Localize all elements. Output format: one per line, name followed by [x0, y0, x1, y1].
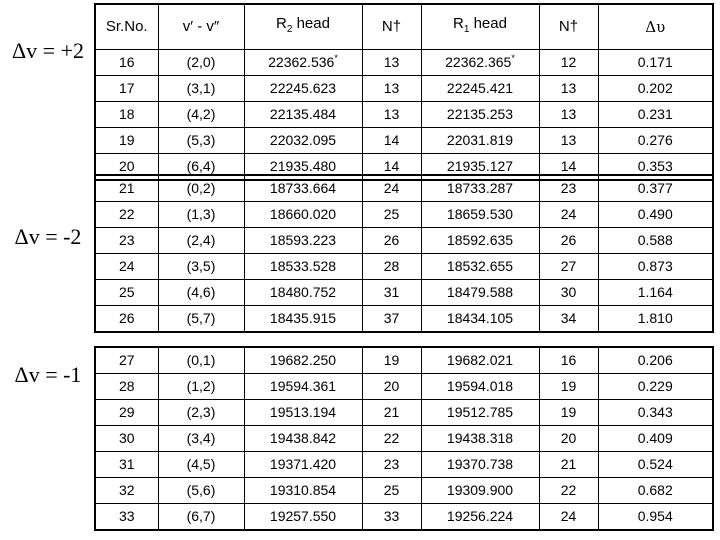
- cell-sr-no: 31: [95, 452, 158, 478]
- cell-r1-head: 18659.530: [421, 202, 539, 228]
- cell-delta-nu: 1.164: [598, 280, 713, 306]
- header-n-r1: N†: [539, 4, 598, 50]
- cell-n-r2: 20: [362, 374, 421, 400]
- cell-sr-no: 22: [95, 202, 158, 228]
- table-row: [95, 175, 713, 202]
- group-label-delta-v-minus-1: Δv = -1: [14, 362, 82, 387]
- cell-delta-nu: 0.490: [598, 202, 713, 228]
- table-row: [95, 50, 713, 76]
- cell-r2-head: 19310.854: [244, 478, 362, 504]
- table-row: [95, 102, 713, 128]
- cell-delta-nu: 0.353: [598, 154, 713, 181]
- table-row: [95, 254, 713, 280]
- cell-n-r1: 13: [539, 102, 598, 128]
- cell-v-transition: (3,4): [158, 426, 244, 452]
- cell-n-r2: 13: [362, 50, 421, 76]
- cell-v-transition: (5,3): [158, 128, 244, 154]
- cell-n-r2: 13: [362, 76, 421, 102]
- cell-n-r1: 14: [539, 154, 598, 181]
- cell-n-r2: 14: [362, 154, 421, 181]
- cell-n-r2: 23: [362, 452, 421, 478]
- cell-n-r2: 33: [362, 504, 421, 531]
- cell-n-r2: 22: [362, 426, 421, 452]
- cell-n-r1: 12: [539, 50, 598, 76]
- table-row: [95, 228, 713, 254]
- cell-r2-head: 22362.536*: [244, 50, 362, 76]
- cell-r1-head: 22135.253: [421, 102, 539, 128]
- table-row: [95, 128, 713, 154]
- cell-v-transition: (1,3): [158, 202, 244, 228]
- cell-v-transition: (4,6): [158, 280, 244, 306]
- table-row: [95, 202, 713, 228]
- cell-n-r1: 13: [539, 76, 598, 102]
- cell-n-r2: 37: [362, 306, 421, 333]
- cell-n-r2: 26: [362, 228, 421, 254]
- cell-n-r2: 13: [362, 102, 421, 128]
- header-sr-no: Sr.No.: [95, 4, 158, 50]
- group-label-delta-v-minus-2: Δv = -2: [14, 224, 82, 249]
- cell-r1-head: 19594.018: [421, 374, 539, 400]
- table-group-minus-1: [94, 346, 714, 531]
- cell-r1-head: 19370.738: [421, 452, 539, 478]
- cell-r2-head: 18435.915: [244, 306, 362, 333]
- table-row: [95, 76, 713, 102]
- cell-r1-head: 18592.635: [421, 228, 539, 254]
- table-group-minus-2: [94, 174, 714, 333]
- cell-r2-head: 18593.223: [244, 228, 362, 254]
- cell-sr-no: 16: [95, 50, 158, 76]
- cell-delta-nu: 0.682: [598, 478, 713, 504]
- cell-r2-head: 19682.250: [244, 347, 362, 374]
- cell-sr-no: 30: [95, 426, 158, 452]
- cell-sr-no: 27: [95, 347, 158, 374]
- cell-r2-head: 19594.361: [244, 374, 362, 400]
- header-v-transition: v′ - v″: [158, 4, 244, 50]
- cell-n-r1: 27: [539, 254, 598, 280]
- cell-v-transition: (6,4): [158, 154, 244, 181]
- header-row: [95, 4, 713, 50]
- cell-delta-nu: 0.276: [598, 128, 713, 154]
- cell-delta-nu: 0.202: [598, 76, 713, 102]
- cell-v-transition: (5,6): [158, 478, 244, 504]
- cell-r1-head: 19682.021: [421, 347, 539, 374]
- cell-r1-head: 22245.421: [421, 76, 539, 102]
- cell-r2-head: 22032.095: [244, 128, 362, 154]
- cell-v-transition: (3,1): [158, 76, 244, 102]
- table-row: [95, 504, 713, 531]
- cell-n-r1: 22: [539, 478, 598, 504]
- cell-n-r1: 24: [539, 504, 598, 531]
- cell-v-transition: (2,3): [158, 400, 244, 426]
- cell-n-r2: 19: [362, 347, 421, 374]
- cell-v-transition: (0,1): [158, 347, 244, 374]
- cell-n-r1: 26: [539, 228, 598, 254]
- cell-r2-head: 19513.194: [244, 400, 362, 426]
- table-row: [95, 347, 713, 374]
- cell-sr-no: 18: [95, 102, 158, 128]
- cell-r1-head: 19438.318: [421, 426, 539, 452]
- cell-sr-no: 19: [95, 128, 158, 154]
- table-group-plus-2: [94, 3, 714, 181]
- cell-r2-head: 18733.664: [244, 175, 362, 202]
- cell-r1-head: 22362.365*: [421, 50, 539, 76]
- cell-v-transition: (6,7): [158, 504, 244, 531]
- cell-n-r1: 19: [539, 374, 598, 400]
- cell-r1-head: 19512.785: [421, 400, 539, 426]
- cell-r1-head: 19256.224: [421, 504, 539, 531]
- cell-delta-nu: 0.377: [598, 175, 713, 202]
- cell-v-transition: (2,0): [158, 50, 244, 76]
- cell-r2-head: 18533.528: [244, 254, 362, 280]
- table-row: [95, 452, 713, 478]
- cell-sr-no: 21: [95, 175, 158, 202]
- header-r2-head: $R_2$ head: [244, 4, 362, 50]
- cell-r1-head: 22031.819: [421, 128, 539, 154]
- cell-r2-head: 21935.480: [244, 154, 362, 181]
- table-row: [95, 400, 713, 426]
- cell-n-r1: 24: [539, 202, 598, 228]
- cell-delta-nu: 0.409: [598, 426, 713, 452]
- cell-v-transition: (3,5): [158, 254, 244, 280]
- cell-r1-head: 21935.127: [421, 154, 539, 181]
- cell-v-transition: (2,4): [158, 228, 244, 254]
- cell-sr-no: 29: [95, 400, 158, 426]
- cell-n-r2: 25: [362, 478, 421, 504]
- cell-v-transition: (0,2): [158, 175, 244, 202]
- cell-delta-nu: 0.524: [598, 452, 713, 478]
- cell-r1-head: 18532.655: [421, 254, 539, 280]
- cell-v-transition: (1,2): [158, 374, 244, 400]
- cell-delta-nu: 0.873: [598, 254, 713, 280]
- table-row: [95, 478, 713, 504]
- cell-delta-nu: 0.171: [598, 50, 713, 76]
- footnote-marker: *: [511, 53, 515, 63]
- header-n-r2: N†: [362, 4, 421, 50]
- cell-n-r2: 25: [362, 202, 421, 228]
- cell-n-r1: 16: [539, 347, 598, 374]
- cell-v-transition: (4,2): [158, 102, 244, 128]
- footnote-marker: *: [334, 53, 338, 63]
- cell-n-r2: 31: [362, 280, 421, 306]
- header-r1-head: $R_1$ head: [421, 4, 539, 50]
- cell-r2-head: 18660.020: [244, 202, 362, 228]
- cell-sr-no: 23: [95, 228, 158, 254]
- cell-delta-nu: 1.810: [598, 306, 713, 333]
- cell-sr-no: 32: [95, 478, 158, 504]
- cell-sr-no: 26: [95, 306, 158, 333]
- cell-r1-head: 18733.287: [421, 175, 539, 202]
- cell-r1-head: 18434.105: [421, 306, 539, 333]
- cell-n-r1: 13: [539, 128, 598, 154]
- cell-delta-nu: 0.343: [598, 400, 713, 426]
- cell-r2-head: 19371.420: [244, 452, 362, 478]
- header-delta-nu: Δυ: [598, 4, 713, 50]
- cell-delta-nu: 0.206: [598, 347, 713, 374]
- table-row: [95, 426, 713, 452]
- cell-n-r1: 23: [539, 175, 598, 202]
- cell-r2-head: 19438.842: [244, 426, 362, 452]
- cell-delta-nu: 0.588: [598, 228, 713, 254]
- table-row: [95, 374, 713, 400]
- cell-n-r1: 30: [539, 280, 598, 306]
- cell-sr-no: 33: [95, 504, 158, 531]
- cell-sr-no: 28: [95, 374, 158, 400]
- cell-n-r1: 20: [539, 426, 598, 452]
- cell-n-r1: 19: [539, 400, 598, 426]
- group-label-delta-v-plus-2: Δv = +2: [12, 38, 84, 63]
- cell-r1-head: 19309.900: [421, 478, 539, 504]
- table-row: [95, 280, 713, 306]
- cell-r2-head: 18480.752: [244, 280, 362, 306]
- cell-sr-no: 24: [95, 254, 158, 280]
- table-row: [95, 306, 713, 333]
- cell-sr-no: 25: [95, 280, 158, 306]
- cell-v-transition: (5,7): [158, 306, 244, 333]
- cell-v-transition: (4,5): [158, 452, 244, 478]
- cell-n-r2: 28: [362, 254, 421, 280]
- cell-r1-head: 18479.588: [421, 280, 539, 306]
- cell-r2-head: 22245.623: [244, 76, 362, 102]
- cell-n-r2: 24: [362, 175, 421, 202]
- cell-delta-nu: 0.231: [598, 102, 713, 128]
- cell-n-r2: 21: [362, 400, 421, 426]
- cell-sr-no: 17: [95, 76, 158, 102]
- cell-n-r2: 14: [362, 128, 421, 154]
- cell-n-r1: 21: [539, 452, 598, 478]
- cell-delta-nu: 0.954: [598, 504, 713, 531]
- cell-n-r1: 34: [539, 306, 598, 333]
- cell-delta-nu: 0.229: [598, 374, 713, 400]
- cell-sr-no: 20: [95, 154, 158, 181]
- cell-r2-head: 22135.484: [244, 102, 362, 128]
- cell-r2-head: 19257.550: [244, 504, 362, 531]
